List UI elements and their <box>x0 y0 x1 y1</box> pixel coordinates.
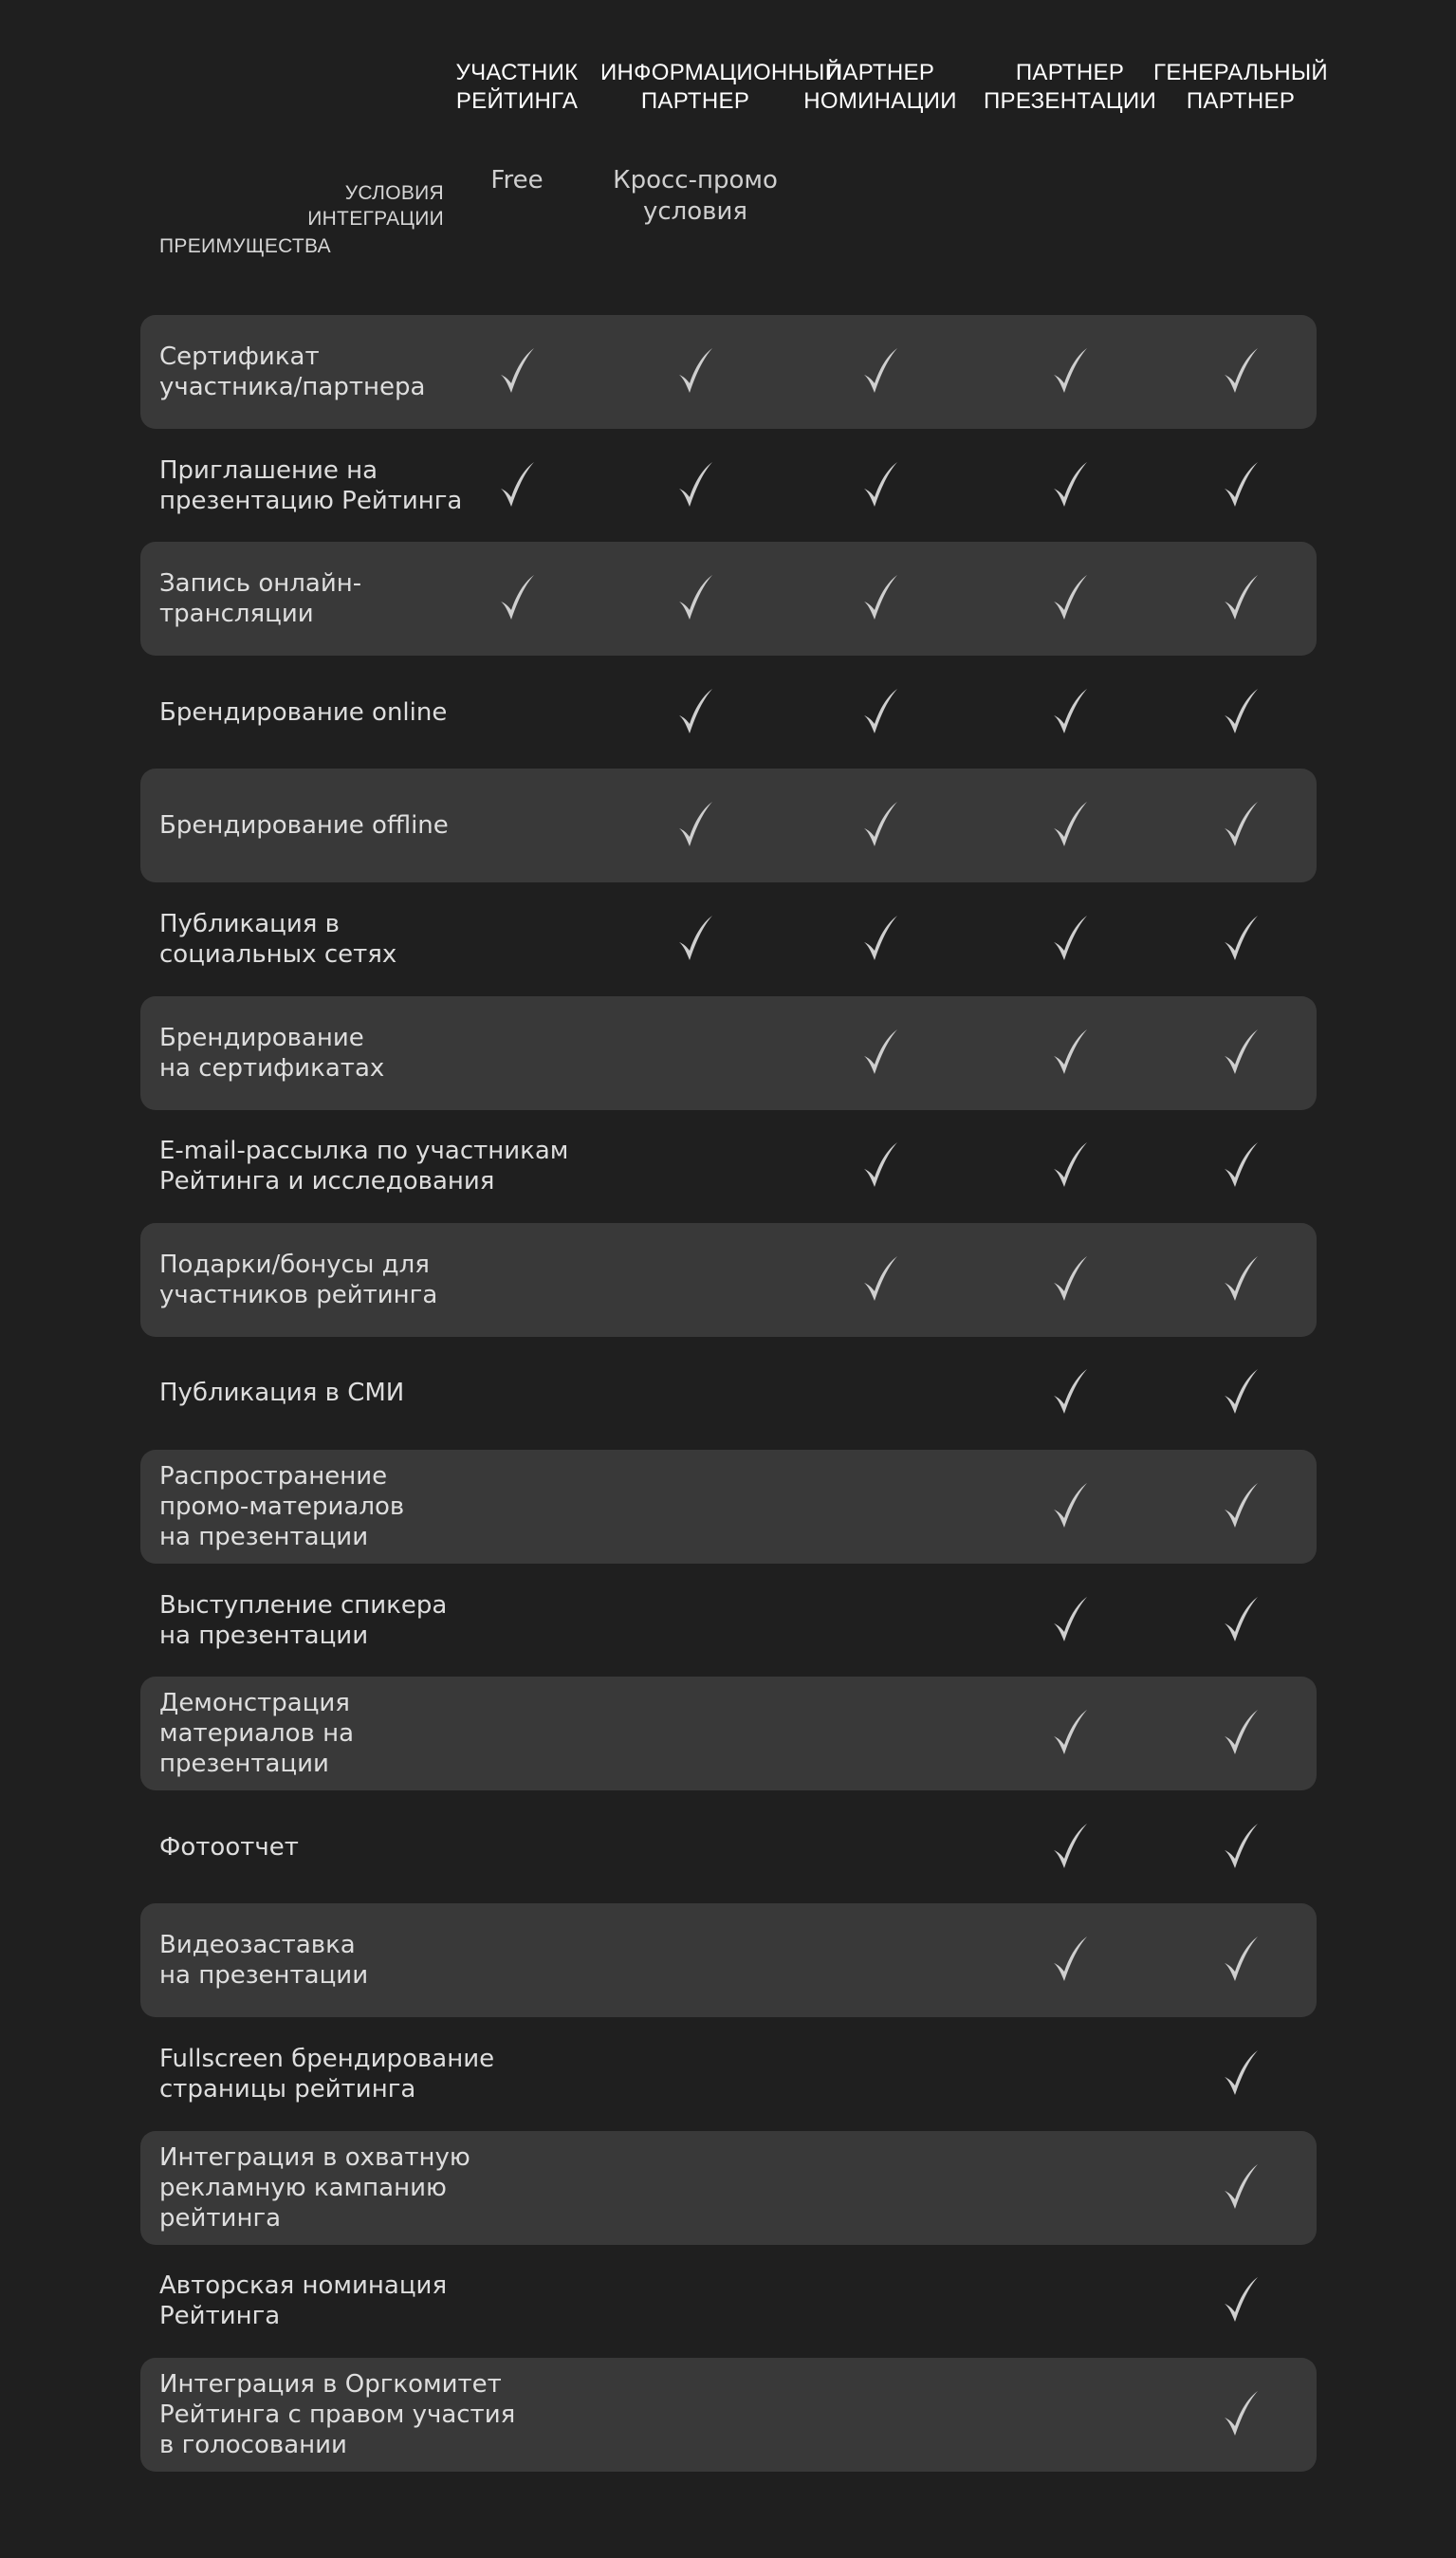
table-row <box>140 656 1317 769</box>
checkmark-icon <box>1051 343 1089 399</box>
checkmark-icon <box>1051 457 1089 512</box>
checkmark-icon <box>1222 2159 1260 2215</box>
checkmark-icon <box>1222 343 1260 399</box>
checkmark-icon <box>676 343 714 399</box>
checkmark-icon <box>1222 797 1260 852</box>
checkmark-icon <box>861 1251 899 1307</box>
row-label: Демонстрация материалов на презентации <box>159 1689 355 1778</box>
row-label: Распространение промо-материалов на презентации <box>159 1462 405 1551</box>
checkmark-icon <box>1051 1705 1089 1760</box>
checkmark-icon <box>1222 570 1260 625</box>
benefits-corner-label: ПРЕИМУЩЕСТВА <box>159 235 331 257</box>
table-row <box>140 429 1317 543</box>
checkmark-icon <box>676 570 714 625</box>
row-label: E-mail-рассылка по участникам Рейтинга и исследования <box>159 1137 569 1196</box>
checkmark-icon <box>861 684 899 739</box>
checkmark-icon <box>1051 1819 1089 1874</box>
row-label: Фотоотчет <box>159 1833 299 1862</box>
checkmark-icon <box>1051 1364 1089 1419</box>
checkmark-icon <box>1051 1478 1089 1533</box>
checkmark-icon <box>1222 684 1260 739</box>
row-label: Подарки/бонусы для участников рейтинга <box>159 1251 438 1309</box>
checkmark-icon <box>1051 1251 1089 1307</box>
table-row <box>140 1450 1317 1564</box>
column-header-info: ИНФОРМАЦИОННЫЙ ПАРТНЕР <box>600 60 842 114</box>
checkmark-icon <box>861 1138 899 1193</box>
checkmark-icon <box>1051 1025 1089 1080</box>
checkmark-icon <box>861 1025 899 1080</box>
table-row <box>140 542 1317 656</box>
column-header-presentation: ПАРТНЕР ПРЕЗЕНТАЦИИ <box>984 60 1156 114</box>
table-row <box>140 2017 1317 2131</box>
checkmark-icon <box>861 570 899 625</box>
checkmark-icon <box>1222 1932 1260 1987</box>
row-label: Запись онлайн- трансляции <box>159 569 362 628</box>
checkmark-icon <box>1051 1592 1089 1647</box>
checkmark-icon <box>1222 1251 1260 1307</box>
table-row <box>140 2131 1317 2245</box>
checkmark-icon <box>676 911 714 966</box>
checkmark-icon <box>1222 911 1260 966</box>
checkmark-icon <box>1222 2272 1260 2327</box>
row-label: Fullscreen брендирование страницы рейтинга <box>159 2045 495 2104</box>
checkmark-icon <box>1051 570 1089 625</box>
checkmark-icon <box>1222 1705 1260 1760</box>
row-label: Публикация в СМИ <box>159 1379 405 1407</box>
checkmark-icon <box>498 343 536 399</box>
checkmark-icon <box>1222 1819 1260 1874</box>
checkmark-icon <box>1051 911 1089 966</box>
table-row <box>140 2244 1317 2358</box>
checkmark-icon <box>1222 1364 1260 1419</box>
row-label: Выступление спикера на презентации <box>159 1591 448 1650</box>
checkmark-icon <box>1222 1592 1260 1647</box>
row-label: Брендирование offline <box>159 811 449 840</box>
checkmark-icon <box>676 457 714 512</box>
checkmark-icon <box>861 797 899 852</box>
table-row <box>140 996 1317 1110</box>
row-label: Видеозаставка на презентации <box>159 1931 369 1990</box>
checkmark-icon <box>1222 2046 1260 2101</box>
table-row <box>140 1223 1317 1337</box>
checkmark-icon <box>1051 1138 1089 1193</box>
table-row <box>140 1903 1317 2017</box>
table-row <box>140 882 1317 996</box>
table-row <box>140 2358 1317 2472</box>
row-label: Сертификат участника/партнера <box>159 343 426 401</box>
table-row <box>140 1109 1317 1223</box>
row-label: Интеграция в охватную рекламную кампанию рейтинга <box>159 2143 470 2233</box>
table-row <box>140 1677 1317 1790</box>
checkmark-icon <box>498 457 536 512</box>
table-row <box>140 1564 1317 1678</box>
checkmark-icon <box>861 457 899 512</box>
table-row <box>140 1336 1317 1450</box>
row-label: Авторская номинация Рейтинга <box>159 2271 448 2330</box>
checkmark-icon <box>1222 457 1260 512</box>
table-row <box>140 769 1317 882</box>
table-row <box>140 315 1317 429</box>
column-header-general: ГЕНЕРАЛЬНЫЙ ПАРТНЕР <box>1153 60 1328 114</box>
condition-participant: Free <box>490 166 544 195</box>
checkmark-icon <box>1222 2386 1260 2441</box>
column-header-nomination: ПАРТНЕР НОМИНАЦИИ <box>803 60 957 114</box>
checkmark-icon <box>1222 1478 1260 1533</box>
checkmark-icon <box>861 911 899 966</box>
row-label: Интеграция в Оргкомитет Рейтинга с правом участия в голосовании <box>159 2370 516 2459</box>
checkmark-icon <box>861 343 899 399</box>
row-label: Публикация в социальных сетях <box>159 910 397 969</box>
checkmark-icon <box>1051 1932 1089 1987</box>
checkmark-icon <box>1051 797 1089 852</box>
row-label: Приглашение на презентацию Рейтинга <box>159 456 463 515</box>
checkmark-icon <box>1051 684 1089 739</box>
checkmark-icon <box>676 797 714 852</box>
checkmark-icon <box>1222 1138 1260 1193</box>
table-row <box>140 1790 1317 1904</box>
checkmark-icon <box>676 684 714 739</box>
row-label: Брендирование online <box>159 698 448 727</box>
checkmark-icon <box>1222 1025 1260 1080</box>
condition-info: Кросс-промо условия <box>613 166 778 226</box>
column-header-participant: УЧАСТНИК РЕЙТИНГА <box>455 60 579 114</box>
checkmark-icon <box>498 570 536 625</box>
row-label: Брендирование на сертификатах <box>159 1024 385 1083</box>
conditions-corner-label: УСЛОВИЯ ИНТЕГРАЦИИ <box>307 182 444 230</box>
